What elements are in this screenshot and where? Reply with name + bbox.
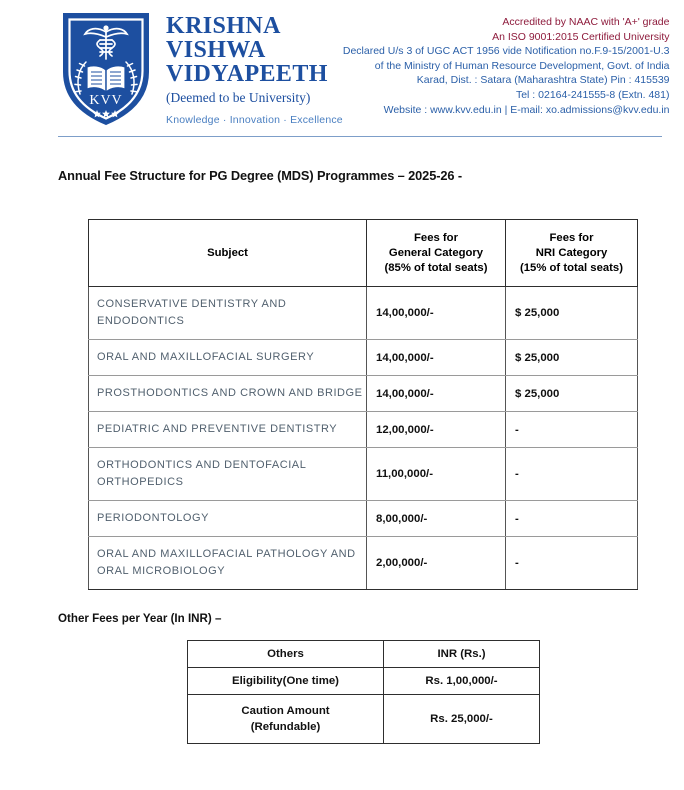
kvv-shield-crest-icon — [60, 10, 152, 128]
other-fees-head — [188, 641, 540, 668]
nri-header-line-3: (15% of total seats) — [520, 261, 623, 274]
accreditation-line-iso: An ISO 9001:2015 Certified University — [492, 30, 670, 43]
pg-fee-structure-table — [88, 219, 638, 590]
logo-monogram: KVV — [89, 93, 123, 108]
table-row — [89, 340, 638, 376]
nri-fee-cell: $ 25,000 — [506, 376, 638, 412]
open-book-icon — [87, 66, 125, 92]
subject-cell: PEDIATRIC AND PREVENTIVE DENTISTRY — [89, 412, 367, 448]
column-header-general-category — [367, 220, 506, 287]
other-fee-amount: Rs. 25,000/- — [384, 695, 540, 744]
subject-cell: PERIODONTOLOGY — [89, 501, 367, 537]
nri-fee-cell: - — [506, 537, 638, 590]
nri-fee-cell: - — [506, 412, 638, 448]
column-header-subject: Subject — [89, 220, 367, 287]
general-fee-cell: 14,00,000/- — [367, 340, 506, 376]
letterhead — [0, 0, 684, 130]
subject-cell: ORAL AND MAXILLOFACIAL PATHOLOGY AND ORAL MICROBIOLOGY — [89, 537, 367, 590]
column-header-nri-category — [506, 220, 638, 287]
university-logo — [58, 8, 154, 128]
nri-fee-cell: - — [506, 448, 638, 501]
table-row — [188, 668, 540, 695]
fee-table-head — [89, 220, 638, 287]
accreditation-line-naac: Accredited by NAAC with 'A+' grade — [502, 16, 670, 28]
other-fees-table — [187, 640, 540, 744]
general-header-line-1: Fees for — [414, 231, 458, 244]
brand-tagline: Knowledge · Innovation · Excellence — [166, 114, 343, 126]
accreditation-line-tel: Tel : 02164-241555-8 (Extn. 481) — [515, 88, 670, 101]
table-row — [89, 501, 638, 537]
accreditation-line-ministry: of the Ministry of Human Resource Development, Govt. of India — [374, 59, 670, 72]
subject-cell: PROSTHODONTICS AND CROWN AND BRIDGE — [89, 376, 367, 412]
table-row — [89, 537, 638, 590]
subject-cell: ORAL AND MAXILLOFACIAL SURGERY — [89, 340, 367, 376]
column-header-others: Others — [188, 641, 384, 668]
table-row — [89, 287, 638, 340]
accreditation-line-address: Karad, Dist. : Satara (Maharashtra State) Pin : 415539 — [416, 74, 670, 87]
subject-cell: CONSERVATIVE DENTISTRY AND ENDODONTICS — [89, 287, 367, 340]
table-row — [89, 448, 638, 501]
page-title: Annual Fee Structure for PG Degree (MDS) Programmes – 2025-26 - — [58, 168, 463, 183]
other-fee-label — [188, 695, 384, 744]
general-fee-cell: 2,00,000/- — [367, 537, 506, 590]
other-fee-amount: Rs. 1,00,000/- — [384, 668, 540, 695]
brand-line-2: VISHWA — [166, 37, 266, 63]
column-header-inr: INR (Rs.) — [384, 641, 540, 668]
accreditation-line-web-email: Website : www.kvv.edu.in | E-mail: xo.admissions@kvv.edu.in — [383, 103, 670, 116]
caution-amount-line-1: Caution Amount — [241, 705, 330, 717]
nri-fee-cell: $ 25,000 — [506, 340, 638, 376]
accreditation-block — [343, 8, 672, 117]
nri-fee-cell: $ 25,000 — [506, 287, 638, 340]
nri-header-line-2: NRI Category — [535, 246, 608, 259]
accreditation-line-ugc: Declared U/s 3 of UGC ACT 1956 vide Notification no.F.9-15/2001-U.3 — [342, 45, 670, 58]
table-header-row — [89, 220, 638, 287]
brand-line-1: KRISHNA — [166, 13, 281, 39]
general-fee-cell: 8,00,000/- — [367, 501, 506, 537]
general-fee-cell: 12,00,000/- — [367, 412, 506, 448]
other-fee-label: Eligibility(One time) — [188, 668, 384, 695]
table-row — [89, 376, 638, 412]
table-row — [89, 412, 638, 448]
subject-cell: ORTHODONTICS AND DENTOFACIAL ORTHOPEDICS — [89, 448, 367, 501]
general-fee-cell: 11,00,000/- — [367, 448, 506, 501]
general-header-line-3: (85% of total seats) — [384, 261, 488, 274]
nri-fee-cell: - — [506, 501, 638, 537]
table-row — [188, 695, 540, 744]
general-fee-cell: 14,00,000/- — [367, 376, 506, 412]
brand-line-3: VIDYAPEETH — [166, 61, 328, 87]
deemed-university-label: (Deemed to be University) — [166, 90, 311, 105]
other-fees-body — [188, 668, 540, 744]
nri-header-line-1: Fees for — [549, 231, 594, 244]
caution-amount-line-2: (Refundable) — [250, 721, 321, 733]
other-fees-heading: Other Fees per Year (In INR) – — [58, 612, 222, 625]
header-divider — [58, 136, 662, 137]
table-header-row — [188, 641, 540, 668]
general-header-line-2: General Category — [388, 246, 484, 259]
general-fee-cell: 14,00,000/- — [367, 287, 506, 340]
fee-table-body — [89, 287, 638, 590]
brand-block — [154, 8, 343, 127]
